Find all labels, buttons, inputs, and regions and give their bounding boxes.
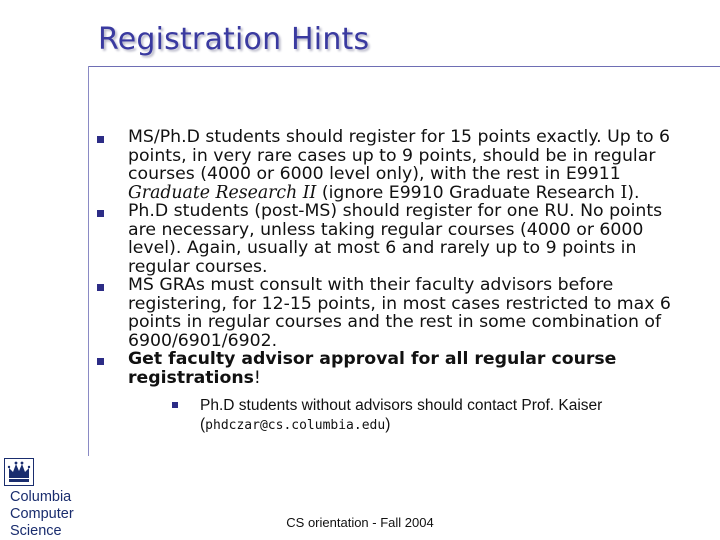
- square-bullet-icon: [97, 136, 104, 143]
- slide-title: Registration Hints: [98, 22, 370, 57]
- sub-bullet-text-span: ): [385, 416, 391, 433]
- square-bullet-icon: [172, 402, 178, 408]
- bullet-item-3: [88, 276, 688, 350]
- square-bullet-icon: [97, 210, 104, 217]
- slide-footer: CS orientation - Fall 2004: [286, 515, 434, 530]
- bullet-text: Ph.D students (post-MS) should register for one RU. No points are necessary, unless taking regular courses (4000 or 6000 level). Again, usually at most 6 and rarely up to 9 points in regular courses.: [128, 201, 663, 277]
- bullet-text: [128, 350, 688, 387]
- bullet-text-span: MS/Ph.D students should register for 15 points exactly. Up to 6 points, in very rare cases up to 9 points, should be in regular courses (4000 or 6000 level only), with the rest in E9911: [128, 127, 671, 184]
- bullet-text: MS GRAs must consult with their faculty advisors before registering, for 12-15 points, in most cases restricted to max 6 points in regular courses and the rest in some combination of 6900/6901/6902.: [128, 275, 671, 351]
- sub-bullet-text: [200, 396, 688, 435]
- logo-line: Computer: [10, 506, 74, 522]
- bullet-list: [88, 128, 688, 435]
- title-divider: [88, 66, 720, 67]
- sub-bullet-item: [128, 396, 688, 435]
- bullet-item-4: [88, 350, 688, 435]
- bullet-item-2: [88, 202, 688, 276]
- bullet-text-span: ).: [627, 182, 640, 203]
- logo-line: Columbia: [10, 489, 72, 505]
- columbia-crown-icon: [4, 458, 34, 486]
- bullet-text-span: !: [253, 367, 261, 388]
- roman-numeral: I: [620, 182, 628, 203]
- sub-bullet-text-span: Ph.D students without advisors should contact Prof. Kaiser (: [200, 397, 603, 433]
- email-address: phdczar@cs.columbia.edu: [205, 418, 386, 433]
- bullet-text-span: (ignore E9910 Graduate Research: [316, 182, 621, 203]
- bullet-item-1: [88, 128, 688, 202]
- square-bullet-icon: [97, 284, 104, 291]
- bullet-text: [128, 128, 688, 202]
- bold-emphasis: Get faculty advisor approval for all regular course registrations: [128, 349, 617, 388]
- square-bullet-icon: [97, 358, 104, 365]
- course-name-italic: Graduate Research II: [128, 182, 317, 203]
- logo-line: Science: [10, 523, 62, 539]
